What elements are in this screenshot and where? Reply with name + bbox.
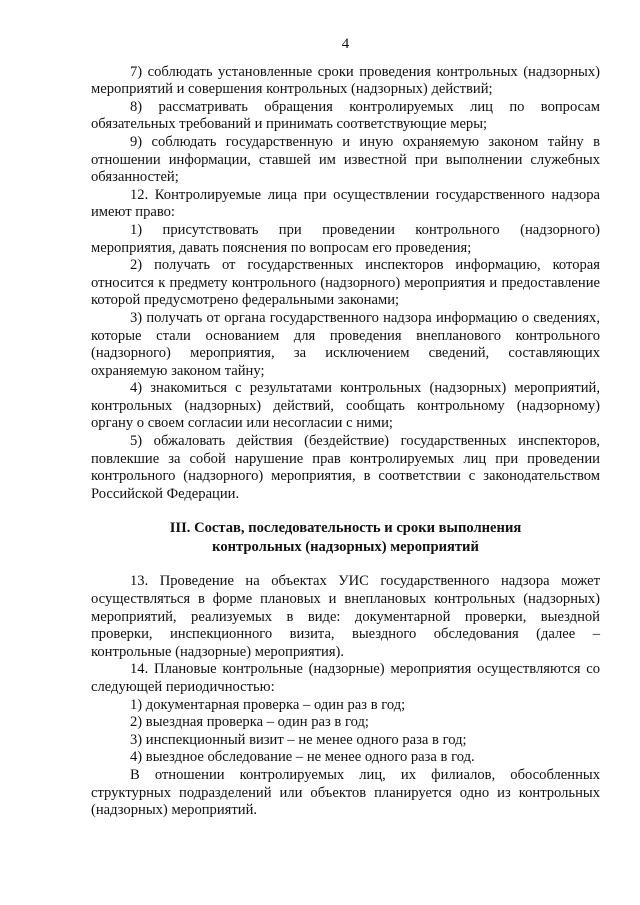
final-paragraph: В отношении контролируемых лиц, их филиалов, обособленных структурных подразделений или объектов планируется одно из контрольных (надзорных) мероприятий. <box>91 766 600 819</box>
document-page <box>91 36 600 820</box>
clause-12-intro: 12. Контролируемые лица при осуществлении государственного надзора имеют право: <box>91 186 600 221</box>
section-heading-line-2: контрольных (надзорных) мероприятий <box>212 539 479 556</box>
right-item-4: 4) знакомиться с результатами контрольных (надзорных) мероприятий, контрольных (надзорных) действий, сообщать контрольному (надзорному) органу о своем согласии или несогласии с ними; <box>91 380 600 432</box>
periodicity-item-3: 3) инспекционный визит – не менее одного раза в год; <box>130 731 467 748</box>
right-item-2: 2) получать от государственных инспекторов информацию, которая относится к предмету контрольного (надзорного) мероприятия и предоставление которой предусмотрено федеральными законами; <box>91 257 600 309</box>
duty-item-7: 7) соблюдать установленные сроки проведения контрольных (надзорных) мероприятий и совершения контрольных (надзорных) действий; <box>91 63 600 98</box>
clause-14-intro: 14. Плановые контрольные (надзорные) мероприятия осуществляются со следующей периодичностью: <box>91 661 600 695</box>
clause-13: 13. Проведение на объектах УИС государственного надзора может осуществляться в форме плановых и внеплановых контрольных (надзорных) мероприятий, реализуемых в виде: документарной проверки, выездной проверки, инспекционного визита, выездного обследования (далее – контрольные (надзорные) мероприятия). <box>91 573 600 660</box>
right-item-3: 3) получать от органа государственного надзора информацию о сведениях, которые стали основанием для проведения внепланового контрольного (надзорного) мероприятия, за исключением сведений, составляющих охраняемую законом тайну; <box>91 309 600 379</box>
duty-item-9: 9) соблюдать государственную и иную охраняемую законом тайну в отношении информации, ставшей им известной при выполнении служебных обязанностей; <box>91 133 600 186</box>
right-item-1: 1) присутствовать при проведении контрольного (надзорного) мероприятия, давать пояснения по вопросам его проведения; <box>91 221 600 256</box>
periodicity-item-2: 2) выездная проверка – один раз в год; <box>130 714 369 731</box>
periodicity-item-1: 1) документарная проверка – один раз в год; <box>130 696 406 713</box>
duty-item-8: 8) рассматривать обращения контролируемых лиц по вопросам обязательных требований и принимать соответствующие меры; <box>91 98 600 133</box>
section-heading-line-1: III. Состав, последовательность и сроки выполнения <box>169 520 522 537</box>
periodicity-item-4: 4) выездное обследование – не менее одного раза в год. <box>130 749 475 766</box>
right-item-5: 5) обжаловать действия (бездействие) государственных инспекторов, повлекшие за собой нарушение прав контролируемых лиц при проведении контрольного (надзорного) мероприятия, в соответствии с законодательством Российской Федерации. <box>91 433 600 502</box>
section-heading <box>91 519 600 557</box>
page-number: 4 <box>341 36 350 52</box>
